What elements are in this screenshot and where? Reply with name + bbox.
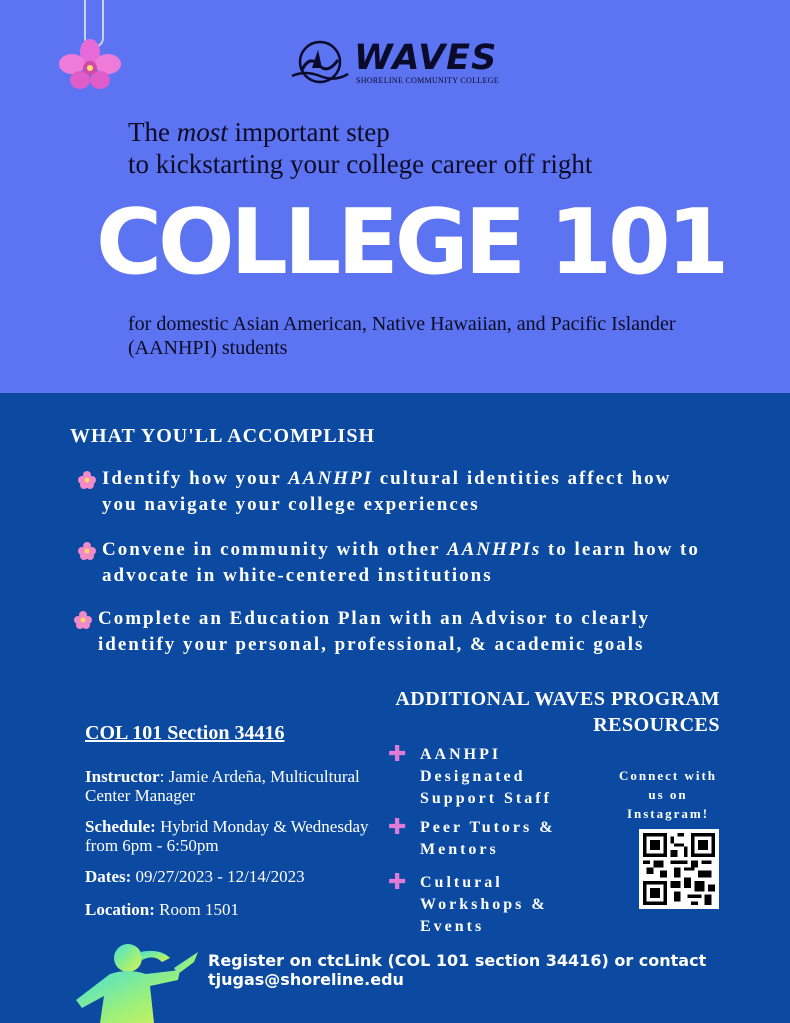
orchid-flower-icon: [58, 38, 122, 94]
page-title: COLLEGE 101: [96, 190, 726, 295]
goal-item: Complete an Education Plan with an Advisor to clearly identify your personal, professional, & academic goals: [98, 606, 658, 658]
plus-icon: ✚: [388, 870, 407, 895]
course-title: COL 101 Section 34416: [85, 722, 285, 744]
resources-heading: ADDITIONAL WAVES PROGRAM RESOURCES: [395, 688, 720, 736]
dates-info: Dates: 09/27/2023 - 12/14/2023: [85, 867, 305, 886]
accomplish-heading: WHAT YOU'LL ACCOMPLISH: [70, 425, 376, 447]
location-info: Location: Room 1501: [85, 900, 239, 919]
register-text: Register on ctcLink (COL 101 section 34416) or contact tjugas@shoreline.edu: [208, 951, 707, 989]
instagram-connect-text: Connect with us on Instagram!: [618, 768, 718, 821]
waves-logo-icon: [290, 40, 350, 86]
goal-item: Identify how your AANHPI cultural identities affect how you navigate your college experiences: [102, 466, 712, 518]
plus-icon: ✚: [388, 815, 407, 840]
resource-item: ✚ Cultural Workshops & Events: [388, 870, 548, 935]
instructor-info: Instructor: Jamie Ardeña, Multicultural Center Manager: [85, 767, 360, 805]
tagline: The most important step to kickstarting your college career off right: [128, 117, 593, 179]
schedule-info: Schedule: Hybrid Monday & Wednesday from 6pm - 6:50pm: [85, 817, 369, 855]
plus-icon: ✚: [388, 742, 407, 767]
audience-text: for domestic Asian American, Native Hawaiian, and Pacific Islander (AANHPI) students: [128, 313, 676, 359]
flower-bullet-icon: [78, 542, 96, 560]
logo-wordmark: WAVES: [354, 38, 498, 78]
goal-item: Convene in community with other AANHPIs to learn how to advocate in white-centered institutions: [102, 537, 712, 589]
flower-bullet-icon: [74, 611, 92, 629]
qr-code[interactable]: [639, 829, 719, 909]
resource-item: ✚ AANHPI Designated Support Staff: [388, 742, 552, 807]
waves-logo: [290, 38, 510, 88]
flower-bullet-icon: [78, 471, 96, 489]
resource-item: ✚ Peer Tutors & Mentors: [388, 815, 556, 858]
mascot-figure-illustration: [70, 940, 200, 1023]
logo-subtitle: SHORELINE COMMUNITY COLLEGE: [356, 76, 499, 85]
qr-code-icon: [643, 833, 715, 905]
